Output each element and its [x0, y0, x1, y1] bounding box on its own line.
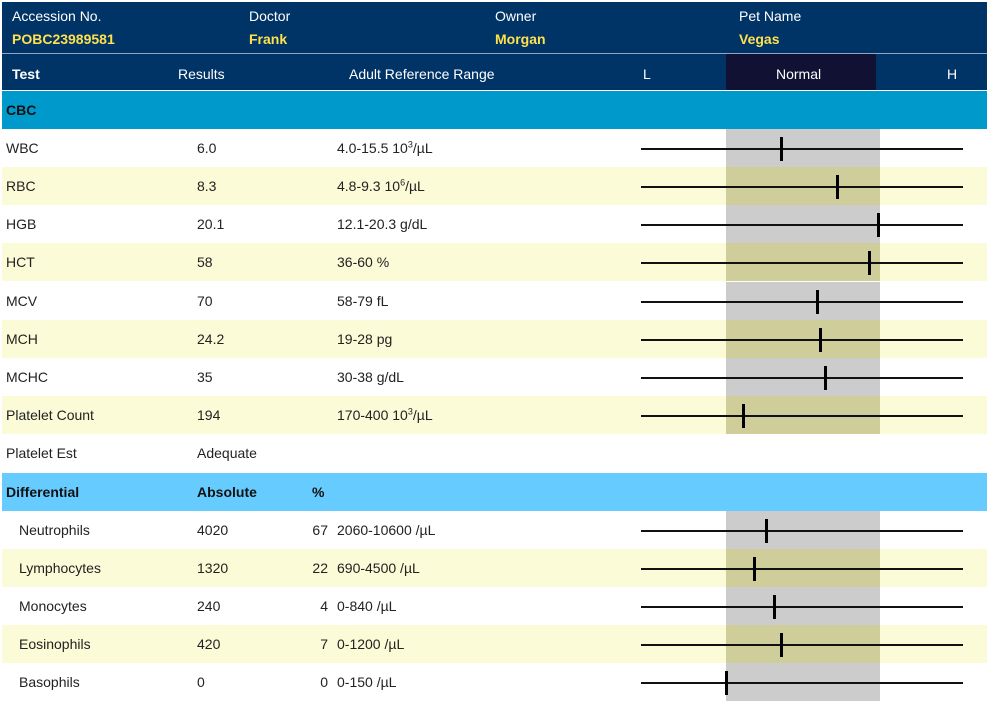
- absolute-column-label: Absolute: [197, 484, 257, 500]
- test-result: 35: [197, 369, 213, 385]
- reference-range: 2060-10600 /µL: [337, 522, 436, 538]
- gauge-axis: [641, 682, 963, 684]
- test-result: 194: [197, 407, 221, 423]
- test-result: 58: [197, 254, 213, 270]
- gauge-axis: [641, 415, 963, 417]
- result-marker: [780, 633, 783, 657]
- test-name: Lymphocytes: [19, 560, 101, 576]
- test-name: WBC: [6, 140, 39, 156]
- report-header: [2, 2, 987, 90]
- absolute-value: 4020: [197, 522, 229, 538]
- table-row: [2, 434, 987, 472]
- column-high: H: [947, 66, 958, 82]
- percent-column-label: %: [312, 484, 325, 500]
- reference-range: 4.0-15.5 $10^3/\mu L$: [337, 139, 433, 156]
- test-name: HGB: [6, 216, 37, 232]
- result-marker: [816, 290, 819, 314]
- test-name: Eosinophils: [19, 636, 91, 652]
- gauge-axis: [641, 568, 963, 570]
- test-name: MCHC: [6, 369, 48, 385]
- column-reference-range: Adult Reference Range: [349, 66, 495, 82]
- result-marker: [725, 671, 728, 695]
- test-name: MCV: [6, 293, 38, 309]
- test-result: 8.3: [197, 178, 217, 194]
- test-name: HCT: [6, 254, 35, 270]
- column-test: Test: [12, 66, 40, 82]
- gauge-axis: [641, 301, 963, 303]
- result-marker: [742, 404, 745, 428]
- test-name: Basophils: [19, 674, 80, 690]
- result-marker: [765, 519, 768, 543]
- reference-range: 30-38 g/dL: [337, 369, 404, 385]
- percent-value: 4: [320, 598, 328, 614]
- doctor-value: Frank: [249, 31, 288, 47]
- reference-range: 4.8-9.3 $10^6/\mu L$: [337, 177, 425, 194]
- result-marker: [836, 175, 839, 199]
- result-marker: [824, 366, 827, 390]
- test-result: 20.1: [197, 216, 225, 232]
- reference-range: 19-28 pg: [337, 331, 393, 347]
- result-marker: [877, 213, 880, 237]
- cbc-section-title: CBC: [6, 102, 37, 118]
- result-marker: [819, 328, 822, 352]
- column-normal: Normal: [776, 66, 822, 82]
- doctor-label: Doctor: [249, 8, 291, 24]
- test-result: Adequate: [197, 445, 257, 461]
- reference-range: 0-1200 /µL: [337, 636, 405, 652]
- test-name: Neutrophils: [19, 522, 90, 538]
- test-name: Platelet Est: [6, 445, 77, 461]
- reference-range: 690-4500 /µL: [337, 560, 420, 576]
- reference-range: 0-150 /µL: [337, 674, 397, 690]
- reference-range: 170-400 $10^3/\mu L$: [337, 406, 433, 423]
- gauge-axis: [641, 262, 963, 264]
- test-name: MCH: [6, 331, 38, 347]
- test-name: Platelet Count: [6, 407, 94, 423]
- test-name: RBC: [6, 178, 36, 194]
- absolute-value: 0: [197, 674, 205, 690]
- reference-range: 0-840 /µL: [337, 598, 397, 614]
- gauge-axis: [641, 148, 963, 150]
- gauge-axis: [641, 606, 963, 608]
- result-marker: [780, 137, 783, 161]
- test-name: Monocytes: [19, 598, 87, 614]
- gauge-axis: [641, 377, 963, 379]
- gauge-axis: [641, 186, 963, 188]
- owner-label: Owner: [495, 8, 537, 24]
- owner-value: Morgan: [495, 31, 546, 47]
- percent-value: 67: [312, 522, 328, 538]
- percent-value: 22: [312, 560, 328, 576]
- result-marker: [868, 251, 871, 275]
- test-result: 24.2: [197, 331, 225, 347]
- differential-section-title: Differential: [6, 484, 80, 500]
- gauge-axis: [641, 224, 963, 226]
- gauge-axis: [641, 644, 963, 646]
- cbc-section-header: [2, 91, 987, 129]
- percent-value: 7: [320, 636, 328, 652]
- reference-range: 12.1-20.3 g/dL: [337, 216, 428, 232]
- gauge-axis: [641, 339, 963, 341]
- gauge-axis: [641, 530, 963, 532]
- test-result: 70: [197, 293, 213, 309]
- column-results: Results: [178, 66, 225, 82]
- result-marker: [753, 557, 756, 581]
- absolute-value: 1320: [197, 560, 229, 576]
- percent-value: 0: [320, 674, 328, 690]
- pet-name-label: Pet Name: [739, 8, 802, 24]
- column-low: L: [643, 66, 651, 82]
- pet-name-value: Vegas: [739, 31, 780, 47]
- reference-range: 36-60 %: [337, 254, 390, 270]
- accession-value: POBC23989581: [12, 31, 115, 47]
- reference-range: 58-79 fL: [337, 293, 389, 309]
- differential-section-header: [2, 473, 987, 511]
- absolute-value: 420: [197, 636, 221, 652]
- accession-label: Accession No.: [12, 8, 102, 24]
- result-marker: [773, 595, 776, 619]
- test-result: 6.0: [197, 140, 217, 156]
- absolute-value: 240: [197, 598, 221, 614]
